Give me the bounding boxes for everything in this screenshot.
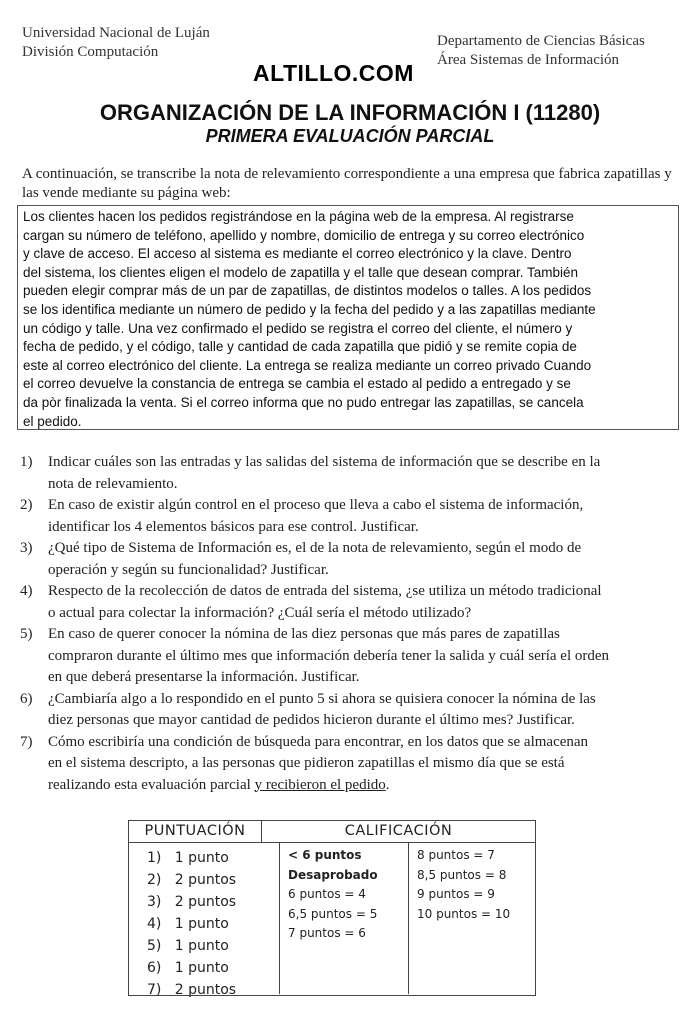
score-item: 7) 2 puntos [147,982,237,998]
question-item [20,452,685,495]
grade-item: 6,5 puntos = 5 [288,906,378,921]
question-text [48,689,596,732]
note-line: un código y talle. Una vez confirmado el pedido se registra el correo del cliente, el número y [23,320,573,336]
survey-note-box [17,205,679,430]
division-name: División Computación [22,44,159,60]
question-item [20,689,685,732]
exam-subtitle: PRIMERA EVALUACIÓN PARCIAL [205,126,495,146]
note-line: del sistema, los clientes eligen el modelo de zapatilla y el talle que desean comprar. También [23,264,579,280]
question-number: 5) [20,626,33,642]
exam-title: ORGANIZACIÓN DE LA INFORMACIÓN I (11280) [99,100,601,125]
question-line: en el sistema descripto, a las personas que pidieron zapatillas el mismo día que se está [48,755,565,771]
question-line: identificar los 4 elementos básicos para ese control. Justificar. [48,518,419,535]
grade-item: 9 puntos = 9 [417,887,495,901]
score-item: 5) 1 punto [147,938,229,954]
score-item: 4) 1 punto [147,916,229,932]
question-line: Respecto de la recolección de datos de entrada del sistema, ¿se utiliza un método tradicional [48,583,602,599]
question-number: 3) [20,540,33,556]
score-item: 3) 2 puntos [147,894,237,910]
note-line: se los identifica mediante un número de pedido y la fecha del pedido y a las zapatillas mediante [23,301,596,317]
question-line: nota de relevamiento. [48,475,178,492]
note-line: y clave de acceso. El acceso al sistema es mediante el correo electrónico y la clave. Dentro [23,246,572,262]
score-item: 1) 1 punto [147,850,229,866]
note-line: cargan su número de teléfono, apellido y nombre, domicilio de entrega y su correo electrónico [23,227,585,243]
question-item [20,581,685,624]
watermark: ALTILLO.COM [253,60,414,86]
department-name: Departamento de Ciencias Básicas [437,33,645,49]
question-line: En caso de querer conocer la nómina de las diez personas que más pares de zapatillas [48,626,560,642]
grading-table-header [129,821,535,843]
question-line: compraron durante el último mes que información debería tener la salida y cuál sería el orden [48,647,610,664]
grade-column-1 [280,843,409,994]
university-header [22,24,210,62]
question-line: realizando esta evaluación parcial [48,776,255,793]
note-line: este al correo electrónico del cliente. La entrega se realiza mediante un correo privado Cuando [23,357,592,373]
grade-item: 8,5 puntos = 8 [417,867,507,882]
note-line: da pòr finalizada la venta. Si el correo informa que no pudo entregar las zapatillas, se cancela [23,394,584,410]
grade-header: CALIFICACIÓN [344,823,453,839]
question-number: 6) [20,690,33,707]
score-item: 6) 1 punto [147,960,229,976]
question-list [20,452,685,796]
score-item: 2) 2 puntos [147,872,237,888]
underlined-phrase: y recibieron el pedido [254,776,386,793]
question-number: 7) [20,733,33,750]
grading-table [128,820,536,996]
note-line: el correo devuelve la constancia de entrega se cambia el estado al pedido a entregado y se [23,376,571,392]
question-line: Cómo escribiría una condición de búsqueda para encontrar, en los datos que se almacenan [48,733,589,750]
question-text [48,581,602,624]
question-line: ¿Qué tipo de Sistema de Información es, el de la nota de relevamiento, según el modo de [48,540,582,556]
intro-text: A continuación, se transcribe la nota de relevamiento correspondiente a una empresa que fabrica zapatillas y las vende mediante su página web: [22,166,672,201]
question-end: . [385,776,390,793]
grade-item: 7 puntos = 6 [288,926,366,940]
note-line: el pedido. [23,413,82,429]
grade-item: 8 puntos = 7 [417,848,495,862]
question-item [20,495,685,538]
question-number: 1) [20,454,33,470]
question-item [20,538,685,581]
question-number: 4) [20,583,33,599]
question-line: diez personas que mayor cantidad de pedidos hicieron durante el último mes? Justificar. [48,712,575,728]
area-name: Área Sistemas de Información [437,52,620,68]
question-line: operación y según su funcionalidad? Justificar. [48,561,329,578]
question-line: ¿Cambiaría algo a lo respondido en el punto 5 si ahora se quisiera conocer la nómina de las [48,690,596,707]
question-text [48,538,581,581]
grade-item: 10 puntos = 10 [417,906,511,921]
score-column [129,843,280,998]
question-item [20,732,685,797]
question-item [20,624,685,689]
note-line: fecha de pedido, y el código, talle y cantidad de cada zapatilla que pidió y se remite copia de [23,339,577,355]
question-text [48,732,588,797]
grade-item: 6 puntos = 4 [288,887,366,901]
question-line: o actual para colectar la información? ¿Cuál sería el método utilizado? [48,604,472,621]
question-text [48,495,583,538]
note-line: Los clientes hacen los pedidos registrándose en la página web de la empresa. Al registrarse [23,209,574,224]
score-header: PUNTUACIÓN [129,821,262,842]
university-name: Universidad Nacional de Luján [22,25,210,41]
question-line-last [48,775,588,797]
question-text [48,452,600,495]
grade-fail-item: Desaprobado [288,867,378,882]
grade-fail-item: < 6 puntos [288,848,362,862]
grade-column-2 [409,843,535,994]
question-line: Indicar cuáles son las entradas y las salidas del sistema de información que se describe en la [48,454,601,470]
question-number: 2) [20,497,33,513]
question-text [48,624,609,689]
department-header [437,32,645,70]
note-line: pueden elegir comprar más de un par de zapatillas, de distintos modelos o talles. A los pedidos [23,283,592,299]
question-line: en que deberá presentarse la información. Justificar. [48,669,360,685]
question-line: En caso de existir algún control en el proceso que lleva a cabo el sistema de información, [48,497,584,513]
